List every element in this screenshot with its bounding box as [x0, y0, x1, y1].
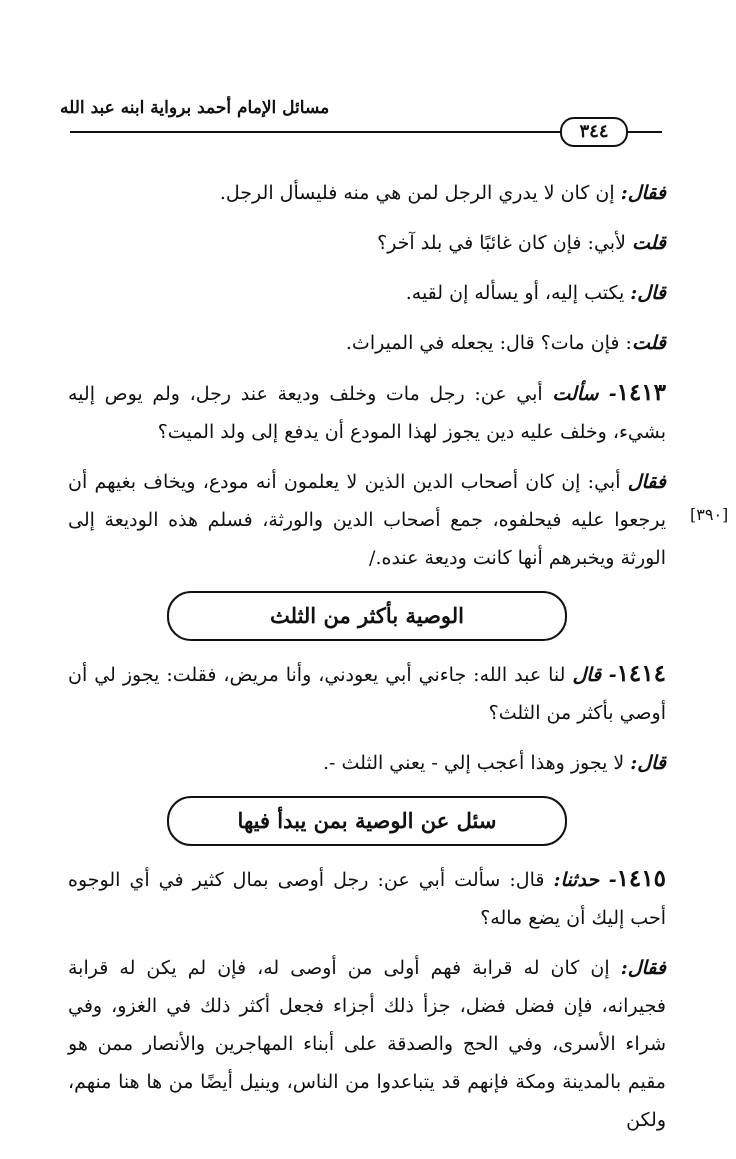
paragraph-text: لا يجوز وهذا أعجب إلي - يعني الثلث -.: [323, 752, 631, 774]
speaker-label: فقال:: [620, 957, 666, 979]
paragraph: [68, 324, 666, 362]
paragraph: [68, 174, 666, 212]
paragraph-text: قال: سألت أبي عن: رجل أوصى بمال كثير في أي الوجوه أحب إليك أن يضع ماله؟: [68, 869, 666, 929]
paragraph: [68, 744, 666, 782]
paragraph-text: إن كان لا يدري الرجل لمن هي منه فليسأل الرجل.: [219, 182, 621, 204]
paragraph: [68, 463, 666, 577]
speaker-label: فقال:: [620, 182, 666, 204]
speaker-label: قلت: [631, 332, 666, 354]
page-number-badge: ٣٤٤: [560, 117, 628, 147]
main-text: [68, 174, 666, 1151]
section-heading: سئل عن الوصية بمن يبدأ فيها: [167, 796, 567, 846]
numbered-entry-1415: [68, 860, 666, 937]
speaker-label: قال:: [630, 282, 666, 304]
paragraph-text: لأبي: فإن كان غائبًا في بلد آخر؟: [377, 232, 632, 254]
paragraph-text: أبي عن: رجل مات وخلف وديعة عند رجل، ولم يوص إليه بشيء، وخلف عليه دين يجوز لهذا المودع أن يدفع إلى ولد الميت؟: [68, 383, 666, 443]
speaker-label: فقال: [627, 471, 666, 493]
paragraph: [68, 274, 666, 312]
section-heading: الوصية بأكثر من الثلث: [167, 591, 567, 641]
speaker-label: - قال: [572, 664, 617, 686]
paragraph: [68, 224, 666, 262]
paragraph: [68, 949, 666, 1139]
numbered-entry-1413: [68, 374, 666, 451]
speaker-label: - سألت: [552, 383, 617, 405]
paragraph-text: إن كان له قرابة فهم أولى من أوصى له، فإن لم يكن له قرابة فجيرانه، فإن فضل فضل، جزأ ذلك أجزاء فجعل أكثر ذلك في الغزو، وفي شراء الأسرى، وفي الحج والصدقة على أبناء المهاجرين والأنصار ممن هو مقيم بالمدينة ومكة فإنهم قد يتباعدوا من الناس، وينيل أيضًا من ها هنا منهم، ولكن: [68, 957, 666, 1131]
speaker-label: قلت: [631, 232, 666, 254]
entry-number: ١٤١٤: [616, 660, 666, 687]
margin-page-reference: [٣٩٠]: [690, 505, 729, 524]
paragraph-text: لنا عبد الله: جاءني أبي يعودني، وأنا مريض، فقلت: يجوز لي أن أوصي بأكثر من الثلث؟: [68, 664, 666, 724]
numbered-entry-1414: [68, 655, 666, 732]
entry-number: ١٤١٥: [616, 865, 666, 892]
entry-number: ١٤١٣: [616, 379, 667, 406]
paragraph-text: يكتب إليه، أو يسأله إن لقيه.: [405, 282, 631, 304]
speaker-label: قال:: [630, 752, 666, 774]
paragraph-text: أبي: إن كان أصحاب الدين الذين لا يعلمون أنه مودع، ويخاف بغيهم أن يرجعوا عليه فيحلفوه، جمع أصحاب الدين والورثة، فسلم هذه الوديعة إلى الورثة ويخبرهم أنها كانت وديعة عنده./: [68, 471, 666, 569]
header-rule: [70, 131, 560, 133]
speaker-label: - حدثنا:: [553, 869, 617, 891]
header-rule-right: [626, 131, 662, 133]
running-title: مسائل الإمام أحمد برواية ابنه عبد الله: [60, 98, 330, 118]
paragraph-text: : فإن مات؟ قال: يجعله في الميراث.: [345, 332, 632, 354]
